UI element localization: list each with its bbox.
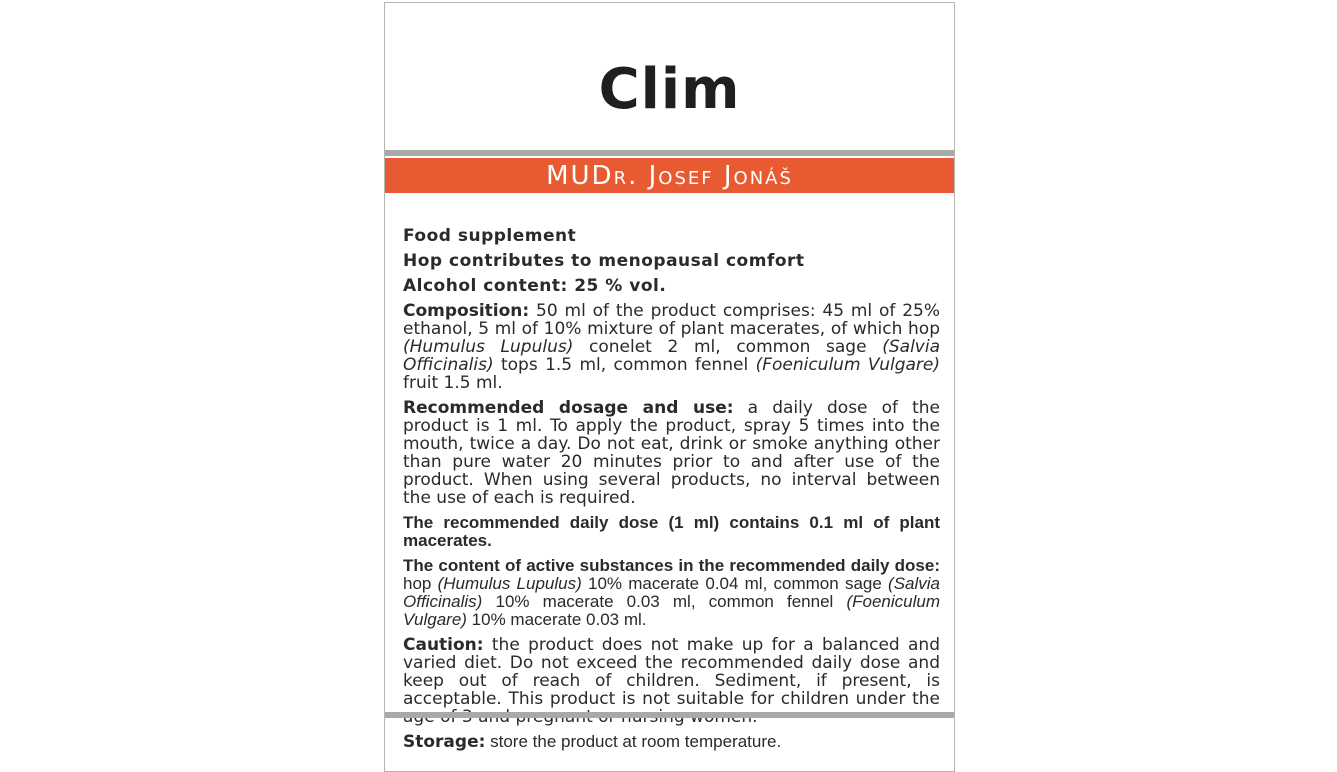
- brand-name: MUDr. Josef Jonáš: [546, 161, 793, 191]
- product-title: Clim: [598, 57, 741, 122]
- composition-text-2: conelet 2 ml, common sage: [573, 337, 883, 357]
- bottom-divider: [385, 712, 954, 718]
- product-label: [384, 2, 955, 772]
- composition-paragraph: [403, 302, 940, 392]
- active-text-2: 10% macerate 0.04 ml, common sage: [581, 574, 889, 593]
- dosage-text: a daily dose of the product is 1 ml. To apply the product, spray 5 times into the mouth, twice a day. Do not eat, drink or smoke anything other than pure water 20 minutes prior to and after use of the product. When using several products, no interval between the use of each is required.: [403, 398, 940, 508]
- label-text: [403, 227, 940, 758]
- active-latin-hop: (Humulus Lupulus): [437, 574, 582, 593]
- brand-band: [385, 158, 954, 193]
- active-heading: The content of active substances in the recommended daily dose:: [403, 556, 940, 575]
- daily-dose-note: The recommended daily dose (1 ml) contains 0.1 ml of plant macerates.: [403, 513, 940, 550]
- storage-text: store the product at room temperature.: [485, 732, 782, 751]
- active-latin-sage: (Salvia Officinalis): [403, 574, 940, 611]
- active-latin-fennel: (Foeniculum Vulgare): [403, 592, 940, 629]
- active-text-3: 10% macerate 0.03 ml, common fennel: [482, 592, 847, 611]
- dosage-heading: Recommended dosage and use:: [403, 398, 734, 418]
- active-substances-paragraph: [403, 557, 940, 629]
- dosage-paragraph: [403, 399, 940, 507]
- composition-latin-fennel: (Foeniculum Vulgare): [755, 355, 941, 375]
- composition-text-4: fruit 1.5 ml.: [403, 373, 503, 393]
- food-supplement-line: Food supplement: [403, 226, 577, 246]
- composition-text-1: 50 ml of the product comprises: 45 ml of 25% ethanol, 5 ml of 10% mixture of plant macerates, of which hop: [403, 301, 940, 339]
- storage-heading: Storage:: [403, 732, 486, 752]
- composition-latin-hop: (Humulus Lupulus): [403, 337, 574, 357]
- top-divider: [385, 150, 954, 156]
- alcohol-line: Alcohol content: 25 % vol.: [403, 276, 667, 296]
- caution-text: the product does not make up for a balanced and varied diet. Do not exceed the recommended daily dose and keep out of reach of children. Sediment, if present, is acceptable. This product is not suitable for children under the: [403, 635, 940, 709]
- claim-line: Hop contributes to menopausal comfort: [403, 251, 805, 271]
- composition-heading: Composition:: [403, 301, 530, 321]
- storage-paragraph: [403, 733, 940, 751]
- composition-text-3: tops 1.5 ml, common fennel: [493, 355, 756, 375]
- caution-heading: Caution:: [403, 635, 484, 655]
- active-text-4: 10% macerate 0.03 ml.: [466, 610, 647, 629]
- composition-latin-sage: (Salvia Officinalis): [403, 337, 940, 375]
- active-text-1: hop: [403, 574, 438, 593]
